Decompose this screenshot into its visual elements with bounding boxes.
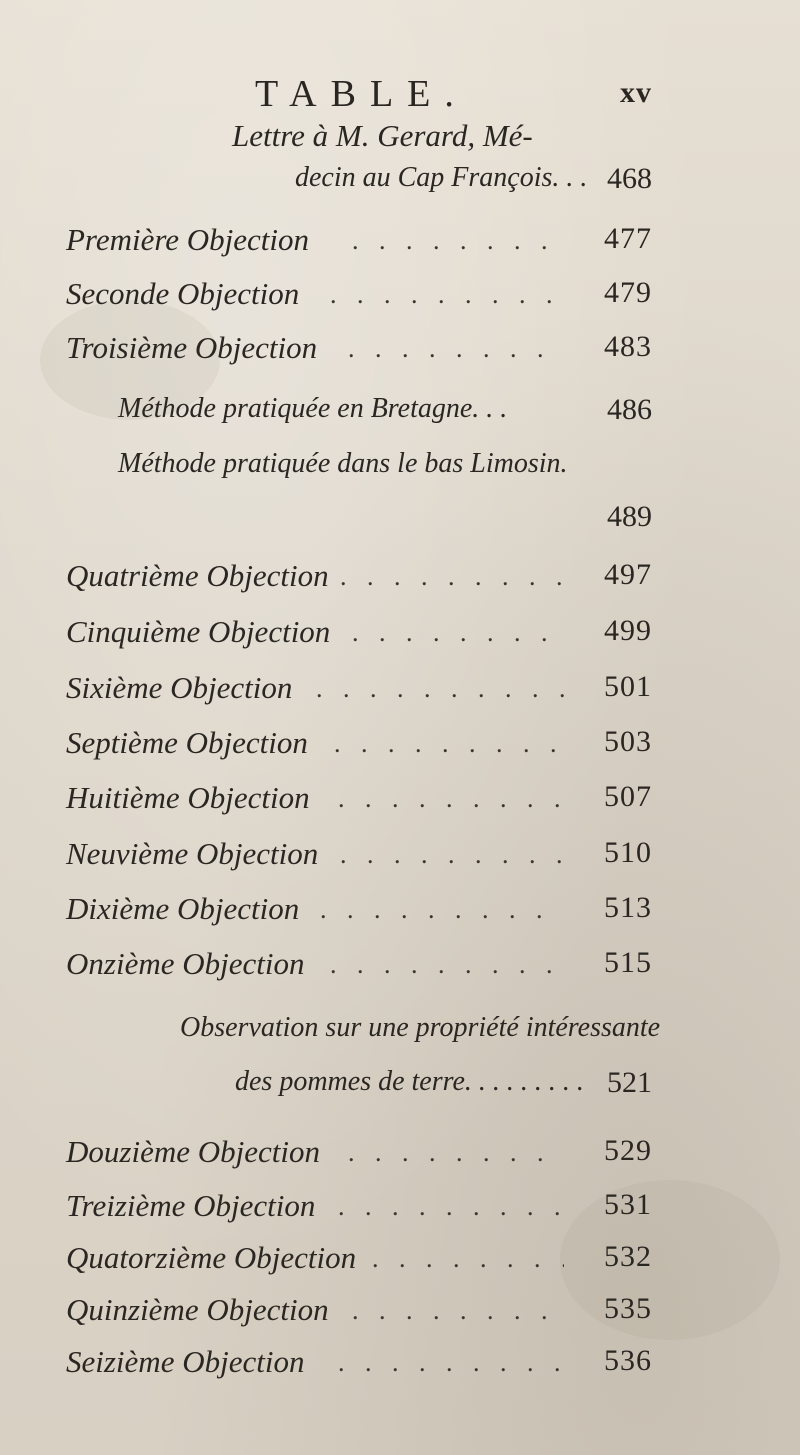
entry-page: 521 bbox=[607, 1066, 652, 1099]
entry-page: 489 bbox=[607, 500, 652, 533]
entry-page: 479 bbox=[604, 276, 652, 309]
entry-page: 486 bbox=[607, 393, 652, 426]
toc-entry bbox=[0, 222, 800, 266]
toc-entry-observation bbox=[0, 1012, 800, 1056]
entry-label: Lettre à M. Gerard, Mé- bbox=[232, 118, 533, 153]
entry-page: 503 bbox=[604, 725, 652, 758]
entry-label: Neuvième Objection bbox=[66, 836, 319, 871]
entry-page: 507 bbox=[604, 780, 652, 813]
entry-page: 510 bbox=[604, 836, 652, 869]
entry-label: Cinquième Objection bbox=[66, 614, 331, 649]
entry-page: 536 bbox=[604, 1344, 652, 1377]
toc-entry-method-2 bbox=[0, 448, 800, 492]
dot-leader bbox=[352, 1296, 564, 1326]
entry-label: Douzième Objection bbox=[66, 1134, 320, 1169]
page-number: xv bbox=[620, 76, 652, 109]
toc-entry-method-2-page bbox=[0, 500, 800, 544]
entry-label: Dixième Objection bbox=[66, 891, 300, 926]
entry-label: Seizième Objection bbox=[66, 1344, 305, 1379]
entry-page: 513 bbox=[604, 891, 652, 924]
entry-label: Treizième Objection bbox=[66, 1188, 316, 1223]
toc-entry bbox=[0, 1292, 800, 1336]
entry-page: 531 bbox=[604, 1188, 652, 1221]
dot-leader bbox=[330, 280, 564, 310]
entry-page: 529 bbox=[604, 1134, 652, 1167]
entry-label: Quinzième Objection bbox=[66, 1292, 329, 1327]
dot-leader bbox=[320, 895, 564, 925]
toc-entry bbox=[0, 891, 800, 935]
entry-page: 499 bbox=[604, 614, 652, 647]
entry-page: 468 bbox=[607, 162, 652, 195]
toc-entry bbox=[0, 276, 800, 320]
entry-label-cont: decin au Cap François. . . bbox=[295, 162, 588, 193]
dot-leader bbox=[338, 1192, 564, 1222]
entry-label: Sixième Objection bbox=[66, 670, 293, 705]
dot-leader bbox=[352, 618, 564, 648]
entry-label: Huitième Objection bbox=[66, 780, 310, 815]
toc-entry bbox=[0, 558, 800, 602]
toc-entry-method-1 bbox=[0, 393, 800, 437]
entry-label-cont: des pommes de terre. . . . . . . . . bbox=[235, 1066, 584, 1097]
entry-label: Onzième Objection bbox=[66, 946, 305, 981]
entry-label: Troisième Objection bbox=[66, 330, 318, 365]
dot-leader bbox=[352, 226, 564, 256]
toc-entry bbox=[0, 836, 800, 880]
entry-label: Seconde Objection bbox=[66, 276, 300, 311]
dot-leader bbox=[338, 1348, 564, 1378]
toc-entry bbox=[0, 1344, 800, 1388]
toc-entry-observation-cont bbox=[0, 1066, 800, 1110]
entry-page: 532 bbox=[604, 1240, 652, 1273]
toc-entry bbox=[0, 1188, 800, 1232]
toc-entry bbox=[0, 1134, 800, 1178]
dot-leader bbox=[330, 950, 564, 980]
toc-entry bbox=[0, 330, 800, 374]
toc-entry bbox=[0, 614, 800, 658]
entry-page: 497 bbox=[604, 558, 652, 591]
toc-entry-letter bbox=[0, 118, 800, 162]
toc-entry bbox=[0, 1240, 800, 1284]
dot-leader bbox=[372, 1244, 564, 1274]
entry-page: 501 bbox=[604, 670, 652, 703]
entry-label: Quatrième Objection bbox=[66, 558, 329, 593]
toc-entry bbox=[0, 780, 800, 824]
dot-leader bbox=[340, 840, 564, 870]
entry-label: Méthode pratiquée en Bretagne. . . bbox=[118, 393, 508, 424]
entry-label: Observation sur une propriété intéressante bbox=[180, 1012, 661, 1043]
entry-label: Première Objection bbox=[66, 222, 310, 257]
page-title: TABLE. bbox=[255, 73, 468, 115]
dot-leader bbox=[334, 729, 564, 759]
toc-entry bbox=[0, 670, 800, 714]
entry-label: Méthode pratiquée dans le bas Limosin. bbox=[118, 448, 568, 479]
dot-leader bbox=[340, 562, 564, 592]
entry-label: Quatorzième Objection bbox=[66, 1240, 357, 1275]
entry-label: Septième Objection bbox=[66, 725, 308, 760]
dot-leader bbox=[338, 784, 564, 814]
toc-entry bbox=[0, 725, 800, 769]
toc-entry bbox=[0, 946, 800, 990]
dot-leader bbox=[316, 674, 564, 704]
toc-entry-letter-cont bbox=[0, 162, 800, 206]
entry-page: 483 bbox=[604, 330, 652, 363]
running-header bbox=[0, 72, 800, 115]
entry-page: 477 bbox=[604, 222, 652, 255]
dot-leader bbox=[348, 334, 564, 364]
entry-page: 535 bbox=[604, 1292, 652, 1325]
dot-leader bbox=[348, 1138, 564, 1168]
entry-page: 515 bbox=[604, 946, 652, 979]
